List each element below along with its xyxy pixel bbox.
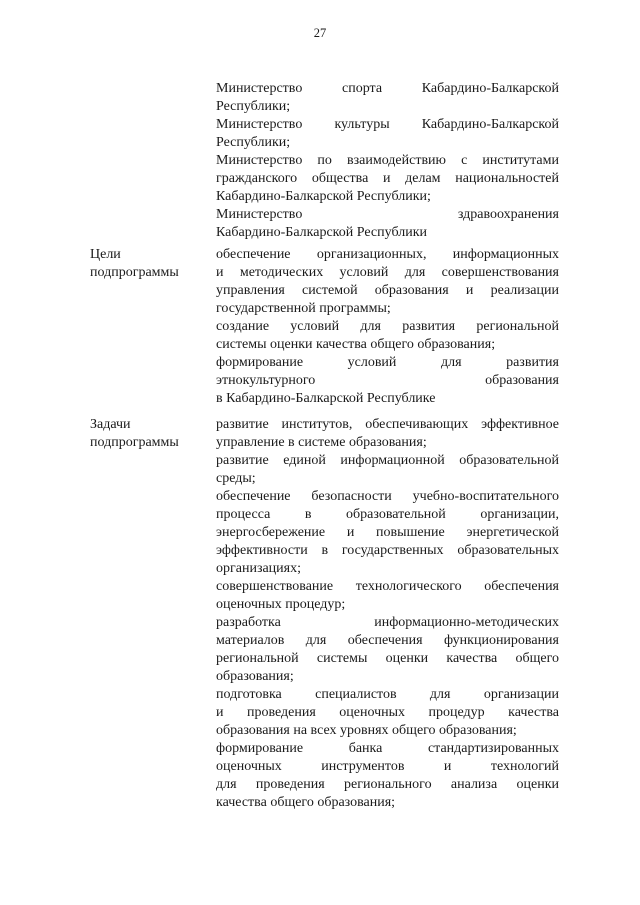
text-line: оценочных инструментов и технологий	[216, 759, 559, 774]
text-line: Кабардино-Балкарской Республики	[216, 225, 427, 240]
text-line: процесса в образовательной организации,	[216, 507, 559, 522]
text-line: для проведения регионального анализа оценки	[216, 777, 559, 792]
text-line: среды;	[216, 471, 256, 486]
text-line: и проведения оценочных процедур качества	[216, 705, 559, 720]
text-line: оценочных процедур;	[216, 597, 346, 612]
text-line: Министерство здравоохранения	[216, 207, 559, 222]
text-line: управления системой образования и реализации	[216, 283, 559, 298]
label-line: подпрограммы	[90, 265, 179, 280]
tasks-content	[216, 416, 559, 812]
text-line: качества общего образования;	[216, 795, 396, 810]
text-line: в Кабардино-Балкарской Республике	[216, 391, 436, 406]
text-line: Министерство культуры Кабардино-Балкарской	[216, 117, 559, 132]
label-line: Цели	[90, 247, 121, 262]
text-line: развитие единой информационной образовательной	[216, 453, 559, 468]
text-line: Министерство спорта Кабардино-Балкарской	[216, 81, 559, 96]
text-line: эффективности в государственных образовательных	[216, 543, 559, 558]
text-line: обеспечение безопасности учебно-воспитательного	[216, 489, 559, 504]
text-line: образования;	[216, 669, 294, 684]
text-line: Республики;	[216, 99, 291, 114]
text-line: материалов для обеспечения функционирования	[216, 633, 559, 648]
text-line: формирование условий для развития	[216, 355, 559, 370]
label-line: подпрограммы	[90, 435, 179, 450]
tasks-label	[90, 416, 208, 452]
text-line: энергосбережение и повышение энергетической	[216, 525, 559, 540]
text-line: создание условий для развития региональной	[216, 319, 559, 334]
text-line: развитие институтов, обеспечивающих эффективное	[216, 417, 559, 432]
text-line: совершенствование технологического обеспечения	[216, 579, 559, 594]
goals-content	[216, 246, 559, 408]
text-line: Кабардино-Балкарской Республики;	[216, 189, 431, 204]
text-line: формирование банка стандартизированных	[216, 741, 559, 756]
executors-content	[216, 80, 559, 242]
text-line: Республики;	[216, 135, 291, 150]
text-line: разработка информационно-методических	[216, 615, 559, 630]
label-line: Задачи	[90, 417, 131, 432]
text-line: Министерство по взаимодействию с институтами	[216, 153, 559, 168]
text-line: государственной программы;	[216, 301, 391, 316]
text-line: организациях;	[216, 561, 301, 576]
page-number: 27	[313, 26, 327, 40]
text-line: подготовка специалистов для организации	[216, 687, 559, 702]
text-line: образования на всех уровнях общего образования;	[216, 723, 517, 738]
text-line: и методических условий для совершенствования	[216, 265, 559, 280]
text-line: управление в системе образования;	[216, 435, 427, 450]
text-line: этнокультурного образования	[216, 373, 559, 388]
goals-label	[90, 246, 208, 282]
text-line: обеспечение организационных, информационных	[216, 247, 559, 262]
text-line: системы оценки качества общего образования;	[216, 337, 496, 352]
text-line: гражданского общества и делам национальностей	[216, 171, 559, 186]
text-line: региональной системы оценки качества общего	[216, 651, 559, 666]
